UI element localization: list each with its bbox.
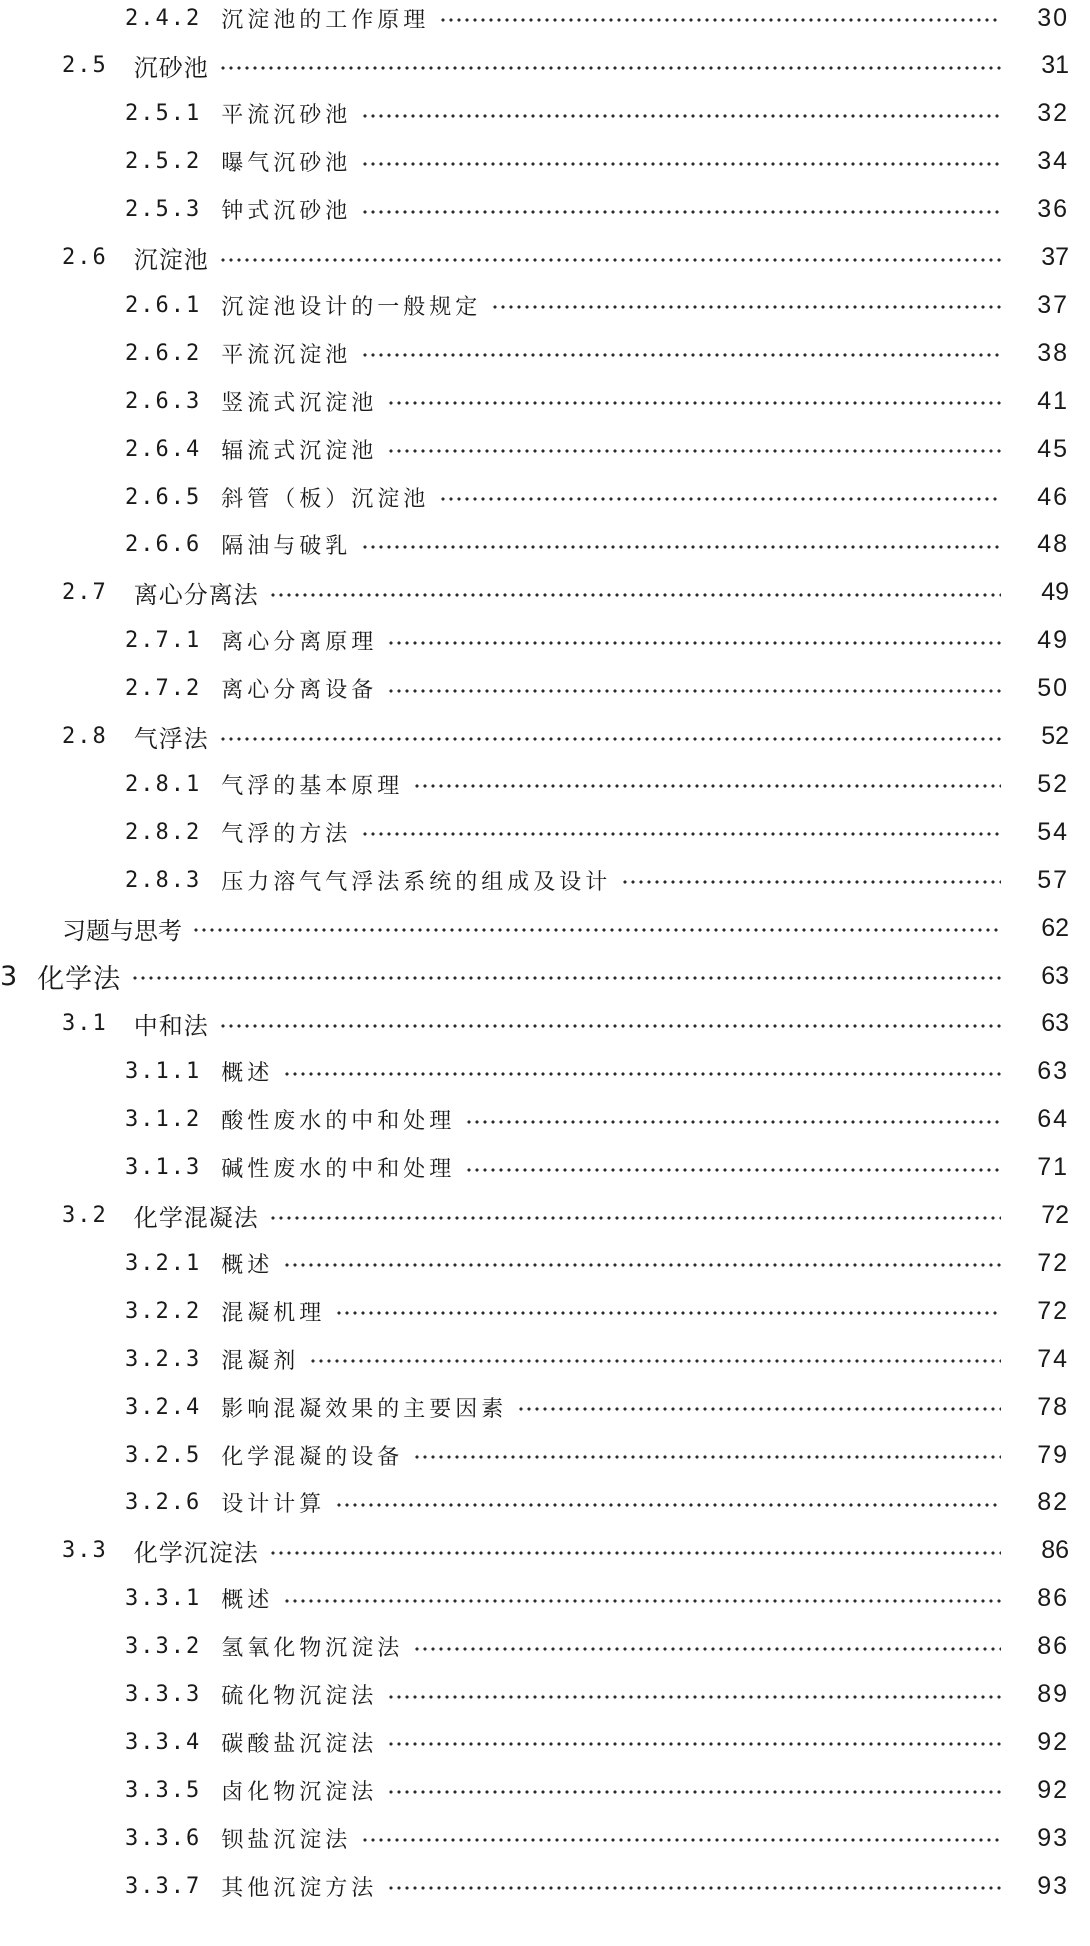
toc-entry-title: 概述 [221,1252,274,1278]
dot-leader [387,1790,1001,1794]
toc-entry-number: 2.7.2 [125,676,202,702]
toc-entry-title: 沉砂池 [133,54,209,83]
toc-entry-number: 2.6.1 [125,292,202,318]
dot-leader [413,784,1001,788]
toc-entry-page-number: 63 [1041,961,1069,990]
toc-entry-number: 3 [0,960,18,992]
toc-entry-title: 化学混凝的设备 [221,1444,404,1470]
toc-entry-title: 影响混凝效果的主要因素 [221,1396,508,1422]
toc-entry-page-number: 63 [1037,1057,1069,1086]
toc-entry-page-number: 36 [1037,195,1069,224]
toc-entry-page-number: 30 [1037,3,1069,32]
dot-leader [387,401,1001,405]
dot-leader [219,66,1001,70]
toc-entry[interactable] [0,812,1090,852]
toc-entry-page-number: 50 [1037,674,1069,703]
toc-entry[interactable] [0,1148,1090,1188]
toc-entry-title: 碱性废水的中和处理 [221,1157,456,1183]
toc-entry-title: 硫化物沉淀法 [221,1684,378,1709]
toc-entry-number: 3.1 [62,1011,108,1037]
toc-entry[interactable] [0,764,1090,804]
toc-entry-number: 3.3.7 [125,1873,202,1899]
toc-entry-page-number: 57 [1037,865,1069,894]
dot-leader [269,1216,1001,1220]
dot-leader [491,305,1001,309]
toc-entry-number: 2.8.2 [125,819,202,845]
toc-entry-number: 2.6.3 [125,388,202,414]
toc-entry[interactable] [0,285,1090,325]
toc-entry-title: 习题与思考 [62,916,182,945]
dot-leader [283,1599,1001,1603]
dot-leader [335,1503,1001,1507]
toc-entry-page-number: 52 [1041,722,1069,750]
toc-entry-title: 离心分离法 [133,581,259,610]
toc-entry-page-number: 37 [1037,290,1069,319]
toc-entry-title: 其他沉淀方法 [221,1875,378,1901]
dot-leader [309,1359,1001,1363]
toc-entry-page-number: 49 [1037,626,1069,655]
toc-entry[interactable] [0,1866,1090,1906]
toc-entry[interactable] [0,1052,1090,1092]
toc-entry-page-number: 92 [1037,1727,1069,1756]
toc-entry-number: 2.5 [62,53,108,79]
toc-entry[interactable] [0,525,1090,565]
toc-entry[interactable] [0,1722,1090,1762]
dot-leader [621,880,1001,884]
toc-entry-number: 2.6.4 [125,436,202,462]
toc-entry[interactable] [0,956,1090,996]
toc-entry-number: 2.5.3 [125,197,202,223]
toc-entry-title: 化学法 [37,963,122,995]
toc-entry-title: 曝气沉砂池 [221,151,352,177]
toc-entry-page-number: 71 [1037,1153,1069,1182]
toc-entry-title: 沉淀池 [133,246,209,274]
toc-entry[interactable] [0,1435,1090,1475]
toc-entry[interactable] [0,1675,1090,1715]
dot-leader [219,258,1001,262]
toc-entry-page-number: 93 [1037,1823,1069,1852]
toc-entry-title: 钡盐沉淀法 [221,1827,352,1853]
dot-leader [517,1407,1001,1411]
toc-entry[interactable] [0,908,1090,948]
toc-entry[interactable] [0,333,1090,373]
toc-entry-title: 竖流式沉淀池 [221,390,378,416]
toc-entry-title: 气浮的方法 [221,821,352,847]
toc-entry-title: 设计计算 [221,1492,326,1518]
dot-leader [361,210,1001,214]
toc-entry-page-number: 49 [1041,578,1069,607]
toc-entry-number: 3.2 [62,1203,108,1228]
dot-leader [439,18,1001,22]
dot-leader [335,1311,1001,1315]
toc-entry[interactable] [0,1483,1090,1523]
toc-entry[interactable] [0,190,1090,230]
dot-leader [361,1838,1001,1842]
toc-entry[interactable] [0,1243,1090,1283]
toc-entry-page-number: 86 [1041,1536,1069,1565]
dot-leader [361,545,1001,549]
dot-leader [219,737,1001,741]
toc-entry[interactable] [0,1196,1090,1236]
toc-entry-number: 3.2.1 [125,1250,202,1276]
toc-entry-number: 3.3.3 [125,1682,202,1707]
toc-entry-title: 气浮的基本原理 [221,773,404,799]
toc-entry-page-number: 37 [1041,243,1069,271]
toc-entry-number: 2.4.2 [125,5,202,31]
toc-entry[interactable] [0,1387,1090,1427]
dot-leader [413,1455,1001,1459]
toc-entry-number: 2.7.1 [125,628,202,654]
dot-leader [387,641,1001,645]
toc-entry-number: 3.2.4 [125,1394,202,1420]
dot-leader [283,1263,1001,1267]
toc-entry-title: 概述 [221,1588,274,1614]
toc-entry-title: 混凝剂 [221,1348,300,1374]
toc-entry-number: 2.6 [62,245,108,270]
toc-entry[interactable] [0,1770,1090,1810]
dot-leader [131,976,1001,980]
toc-entry-number: 2.6.6 [125,532,202,558]
toc-entry-title: 化学混凝法 [133,1204,259,1232]
toc-entry-title: 压力溶气气浮法系统的组成及设计 [221,869,612,895]
toc-entry[interactable] [0,1818,1090,1858]
dot-leader [413,1647,1001,1651]
toc-entry-number: 3.1.1 [125,1059,202,1085]
toc-entry-title: 沉淀池设计的一般规定 [221,294,482,320]
toc-entry-number: 2.7 [62,580,108,606]
dot-leader [361,162,1001,166]
toc-entry-number: 2.6.2 [125,340,202,366]
toc-entry-page-number: 32 [1037,99,1069,128]
dot-leader [192,928,1001,932]
toc-entry-number: 3.3.6 [125,1825,202,1851]
toc-entry-page-number: 79 [1037,1440,1069,1469]
toc-entry[interactable] [0,94,1090,134]
toc-entry-page-number: 72 [1037,1296,1069,1325]
toc-entry-title: 辐流式沉淀池 [221,438,378,464]
toc-entry-page-number: 46 [1037,482,1069,511]
dot-leader [387,1742,1001,1746]
dot-leader [361,114,1001,118]
toc-entry-page-number: 82 [1037,1488,1069,1517]
toc-entry-page-number: 45 [1037,434,1069,463]
toc-entry-page-number: 38 [1037,338,1069,367]
dot-leader [361,353,1001,357]
toc-entry[interactable] [0,1291,1090,1331]
toc-entry[interactable] [0,238,1090,278]
toc-entry-title: 离心分离设备 [221,678,378,704]
toc-entry-title: 氢氧化物沉淀法 [221,1636,404,1662]
toc-entry-page-number: 86 [1037,1584,1069,1613]
toc-entry-title: 混凝机理 [221,1300,326,1326]
toc-entry-number: 3.3.5 [125,1777,202,1803]
toc-entry-page-number: 31 [1041,51,1069,80]
dot-leader [283,1072,1001,1076]
dot-leader [439,497,1001,501]
toc-entry[interactable] [0,1339,1090,1379]
toc-entry[interactable] [0,381,1090,421]
toc-entry-page-number: 89 [1037,1680,1069,1708]
toc-entry[interactable] [0,1531,1090,1571]
toc-entry-number: 3.3.1 [125,1586,202,1612]
toc-entry-page-number: 78 [1037,1392,1069,1421]
toc-entry[interactable] [0,142,1090,182]
toc-entry-number: 3.2.2 [125,1298,202,1324]
toc-entry-title: 钟式沉砂池 [221,199,352,225]
toc-entry[interactable] [0,573,1090,613]
toc-entry[interactable] [0,717,1090,757]
dot-leader [269,1551,1001,1555]
toc-entry-number: 2.8.1 [125,771,202,797]
toc-entry-page-number: 34 [1037,147,1069,176]
dot-leader [361,832,1001,836]
dot-leader [387,1886,1001,1890]
toc-entry-title: 气浮法 [133,725,209,753]
toc-entry-page-number: 64 [1037,1105,1069,1134]
toc-entry-title: 中和法 [133,1012,209,1041]
toc-entry[interactable] [0,860,1090,900]
toc-entry-title: 平流沉淀池 [221,342,352,368]
toc-entry[interactable] [0,1100,1090,1140]
toc-entry[interactable] [0,669,1090,709]
toc-entry-page-number: 74 [1037,1344,1069,1373]
toc-entry-title: 平流沉砂池 [221,103,352,129]
toc-entry-number: 2.6.5 [125,484,202,510]
toc-entry-number: 2.8.3 [125,867,202,893]
toc-entry-page-number: 41 [1037,386,1069,415]
dot-leader [387,689,1001,693]
toc-entry-title: 离心分离原理 [221,630,378,656]
toc-entry[interactable] [0,1004,1090,1044]
toc-entry-page-number: 86 [1037,1632,1069,1661]
toc-entry-number: 3.3 [62,1538,108,1564]
toc-entry-number: 3.2.6 [125,1490,202,1516]
toc-entry-number: 2.8 [62,724,108,749]
toc-entry-number: 3.2.5 [125,1442,202,1468]
toc-entry-page-number: 72 [1041,1201,1069,1229]
toc-entry-title: 卤化物沉淀法 [221,1779,378,1805]
toc-entry-title: 隔油与破乳 [221,534,352,560]
toc-entry-page-number: 72 [1037,1248,1069,1277]
toc-entry[interactable] [0,1627,1090,1667]
dot-leader [387,449,1001,453]
toc-entry-title: 沉淀池的工作原理 [221,7,430,33]
toc-entry-number: 3.2.3 [125,1346,202,1372]
toc-entry-page-number: 92 [1037,1775,1069,1804]
toc-entry-number: 3.3.4 [125,1729,202,1755]
toc-entry-page-number: 48 [1037,530,1069,559]
toc-entry[interactable] [0,1579,1090,1619]
toc-entry-title: 酸性废水的中和处理 [221,1109,456,1135]
toc-entry-title: 斜管（板）沉淀池 [221,486,430,512]
toc-entry-number: 2.5.1 [125,101,202,127]
toc-entry-title: 概述 [221,1061,274,1087]
toc-entry-page-number: 54 [1037,817,1069,846]
toc-entry-title: 碳酸盐沉淀法 [221,1731,378,1757]
toc-entry-page-number: 63 [1041,1009,1069,1038]
toc-entry[interactable] [0,477,1090,517]
toc-entry[interactable] [0,46,1090,86]
toc-entry-number: 2.5.2 [125,149,202,175]
toc-entry-number: 3.1.2 [125,1107,202,1133]
toc-entry[interactable] [0,621,1090,661]
toc-entry-number: 3.1.3 [125,1155,202,1181]
toc-entry-title: 化学沉淀法 [133,1539,259,1568]
toc-entry-page-number: 93 [1037,1871,1069,1900]
toc-entry[interactable] [0,429,1090,469]
toc-entry-page-number: 62 [1041,913,1069,942]
toc-entry[interactable] [0,0,1090,38]
dot-leader [465,1168,1001,1172]
dot-leader [387,1695,1001,1699]
toc-entry-number: 3.3.2 [125,1634,202,1660]
toc-entry-page-number: 52 [1037,769,1069,798]
dot-leader [269,593,1001,597]
dot-leader [219,1024,1001,1028]
dot-leader [465,1120,1001,1124]
